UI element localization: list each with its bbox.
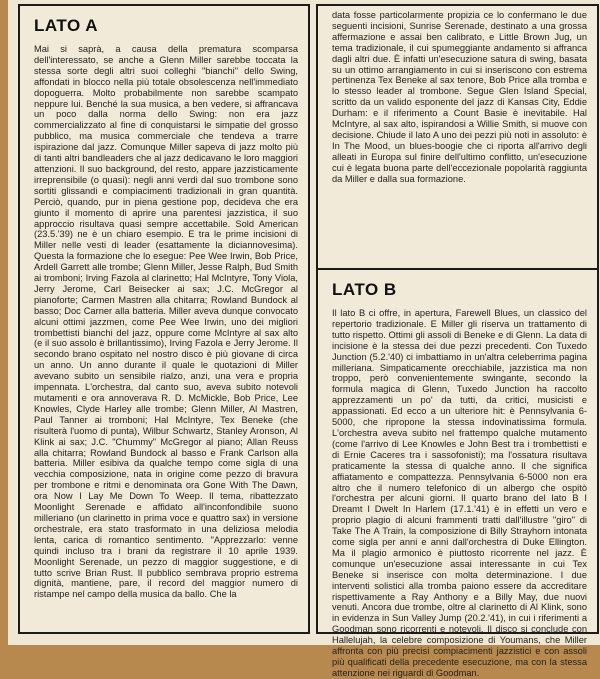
- lato-a-heading: LATO A: [34, 16, 99, 35]
- lato-a-text: Mai si saprà, a causa della prematura scomparsa dell'interessato, se anche a Glenn Miller sarebbe toccata la stessa sorte degli altri suoi colleghi "bianchi" dello Swing, affondati in blocco nella più totale obsolescenza nell'immediato dopoguerra. Molto probabilmente non sarebbe scampato neppure lui. Benché la sua musica, a ben vedere, si affrancava un poco dalla norma dello Swing: non era jazz commercializzato al fine di conquistarsi le simpatie del grosso pubblico, ma musica commerciale che tendeva a trarre ispirazione dal jazz. Comunque Miller sapeva di jazz molto più di tanti altri bandleaders che al jazz dedicavano le loro maggiori attenzioni. Il suo background, del resto, appare jazzisticamente irreprensibile (o quasi): negli anni verdi dal suo trombone sono sortiti glissandi e compiacimenti tradizionali in gran quantità. Perciò, quando, pur in piena gestione pop, decideva che era giunto il momento di aprire una parentesi jazzistica, il suo approccio risultava quasi sempre accettabile. Sold American (23.5.'39) ne è un chiaro esempio. E tra le prime incisioni di Miller nelle vesti di leader (esattamente la diciannovesima). Questa la formazione che lo esegue: Pee Wee Irwin, Bob Price, Ardell Garrett alle trombe; Glenn Miller, Jesse Ralph, Bud Smith ai tromboni; Irving Fazola al clarinetto; Hal McIntyre, Tony Viola, Jerry Jerome, Carl Beisecker ai sax; J.C. McGregor al pianoforte; Carmen Mastren alla chitarra; Rowland Bundock al basso; Doc Carner alla batteria. Miller aveva dunque convocato alcuni ottimi jazzmen, come Pee Wee Irwin, uno dei migliori trombettisti bianchi del jazz, oppure come McIntyre al sax alto (e il suo assolo è brillantissimo), Irving Fazola e Jerry Jerome. Il secondo brano ospitato nel nostro disco è più giovane di circa un anno. Un anno durante il quale le quotazioni di Miller avevano subito un sensibile rialzo, anzi, una vera e propria impennata. L'orchestra, dal canto suo, aveva subito notevoli mutamenti e ora annoverava R. D. McMickle, Bob Price, Lee Knowles, Clyde Harley alle trombe; Glenn Miller, Al Mastren, Paul Tanner ai tromboni; Hal McIntyre, Tex Beneke (che risulterà l'uomo di punta), Wilbur Schwartz, Stanley Aronson, Al Klink ai sax; J.C. "Chummy" McGregor al piano; Allan Reuss alla chitarra; Rowland Bundock al basso e Frank Carlson alla batteria. Miller esibiva da qualche tempo come sigla di una vecchia composizione, nata in origine come pezzo di bravura per trombone e ritmi e denominata ora Gone With The Dawn, ora Now I Lay Me Down To Weep. Il tema, ribattezzato Moonlight Serenade e affidato all'inconfondibile suono milleriano (un clarinetto in prima voce e quattro sax) in versione orchestrale, era stato trasformato in una deliziosa melodia lenta, carica di romantico sentimento. "Apprezzarlo: venne quindi incluso tra i brani da registrare il 10 aprile 1939. Moonlight Serenade, un pezzo di maggior suggestione, e di tutto scrive Brian Rust. Il pubblico sembrava proprio estrema dignità, mantiene, pare, il record del maggior numero di ristampe nel campo della musica da ballo. Che la: [34, 44, 298, 600]
- lato-a-continuation-text: data fosse particolarmente propizia ce lo confermano le due seguenti incisioni, Sunrise Serenade, destinato a una grossa affermazione e assai ben calibrato, e Little Brown Jug, un tema tradizionale, il cui spumeggiante andamento si affranca dagli altri due. È infatti un'esecuzione satura di swing, basata su un ottimo arrangiamento in cui si inseriscono con estrema pertinenza Tex Beneke al sax tenore, Bob Price alla tromba e lo stesso leader al trombone. Segue Glen Island Special, scritto da un valido esponente del jazz di Kansas City, Eddie Durham: e il riferimento a Count Basie è inevitabile. Hal McIntyre, al sax alto, ispirandosi a Willie Smith, si muove con decisione. Chiude il lato A uno dei pezzi più noti in assoluto: è In The Mood, un blues-boogie che ci riporta all'arrivo degli alleati in Europa sul finire dell'ultimo conflitto, un'esecuzione cui è legata buona parte dell'eccezionale popolarità raggiunta da Miller e dalla sua formazione.: [332, 10, 587, 184]
- right-panel: [316, 4, 599, 678]
- lato-b-text: Il lato B ci offre, in apertura, Farewell Blues, un classico del repertorio tradizionale. E Miller gli riserva un trattamento di tutto rispetto. Ottimi gli assoli di Beneke e di Glenn. La data di incisione è la stessa dei due pezzi precedenti. Con Tuxedo Junction (5.2.'40) ci imbattiamo in un'altra celeberrima pagina milleriana. Simpaticamente orecchiabile, jazzistica ma non troppo, però convenientemente swingante, secondo la formula magica di Glenn, Tuxedo Junction ha raccolto apprezzamenti un po' da tutti, da critici, musicisti e appassionati. Ed ecco a un ulteriore hit: è Pennsylvania 6-5000, che ripropone la stessa indovinatissima formula. L'orchestra aveva subito nel frattempo qualche mutamento (come l'arrivo di Lee Knowles e John Best tra i trombettisti e di Ernie Caceres tra i sassofonisti); ma l'ossatura risultava praticamente la stessa di qualche anno. Il che significa affiatamento e compattezza. Pennsylvania 6-5000 non era altro che il numero telefonico di un albergo che ospitò l'orchestra per alcuni giorni. Il quarto brano del lato B I Dreamt I Dwelt In Harlem (17.1.'41) è in effetti un vero e proprio plagio di alcuni frammenti tratti dall'illustre "giro" di Take The A Train, la composizione di Billy Strayhorn intonata come sigla per anni e anni dall'orchestra di Duke Ellington. Ma il plagio armonico è piuttosto ricorrente nel jazz. È comunque un'esecuzione assai interessante in cui Tex Beneke si inserisce con molta determinazione. I due interventi solistici alla tromba paiono essere da accreditare rispettivamente a Ray Anthony e a Billy May, due nuovi venuti. Ancora due trombe, oltre al clarinetto di Al Klink, sono in evidenza in Sun Valley Jump (20.2.'41), in cui i riferimenti a Goodman sono ricorrenti e notevoli. Il disco si conclude con Hallelujah, la celebre composizione di Youmans, che Miller affronta con più precisi compiacimenti jazzistici e con assoli più qualificati della precedente esecuzione, ma con la stessa attenzione nei riguardi di Goodman.: [332, 308, 587, 678]
- lato-a-panel: [18, 4, 310, 634]
- album-liner-notes-sheet: [8, 0, 600, 678]
- lato-b-heading: LATO B: [332, 280, 397, 299]
- section-divider: [318, 268, 597, 270]
